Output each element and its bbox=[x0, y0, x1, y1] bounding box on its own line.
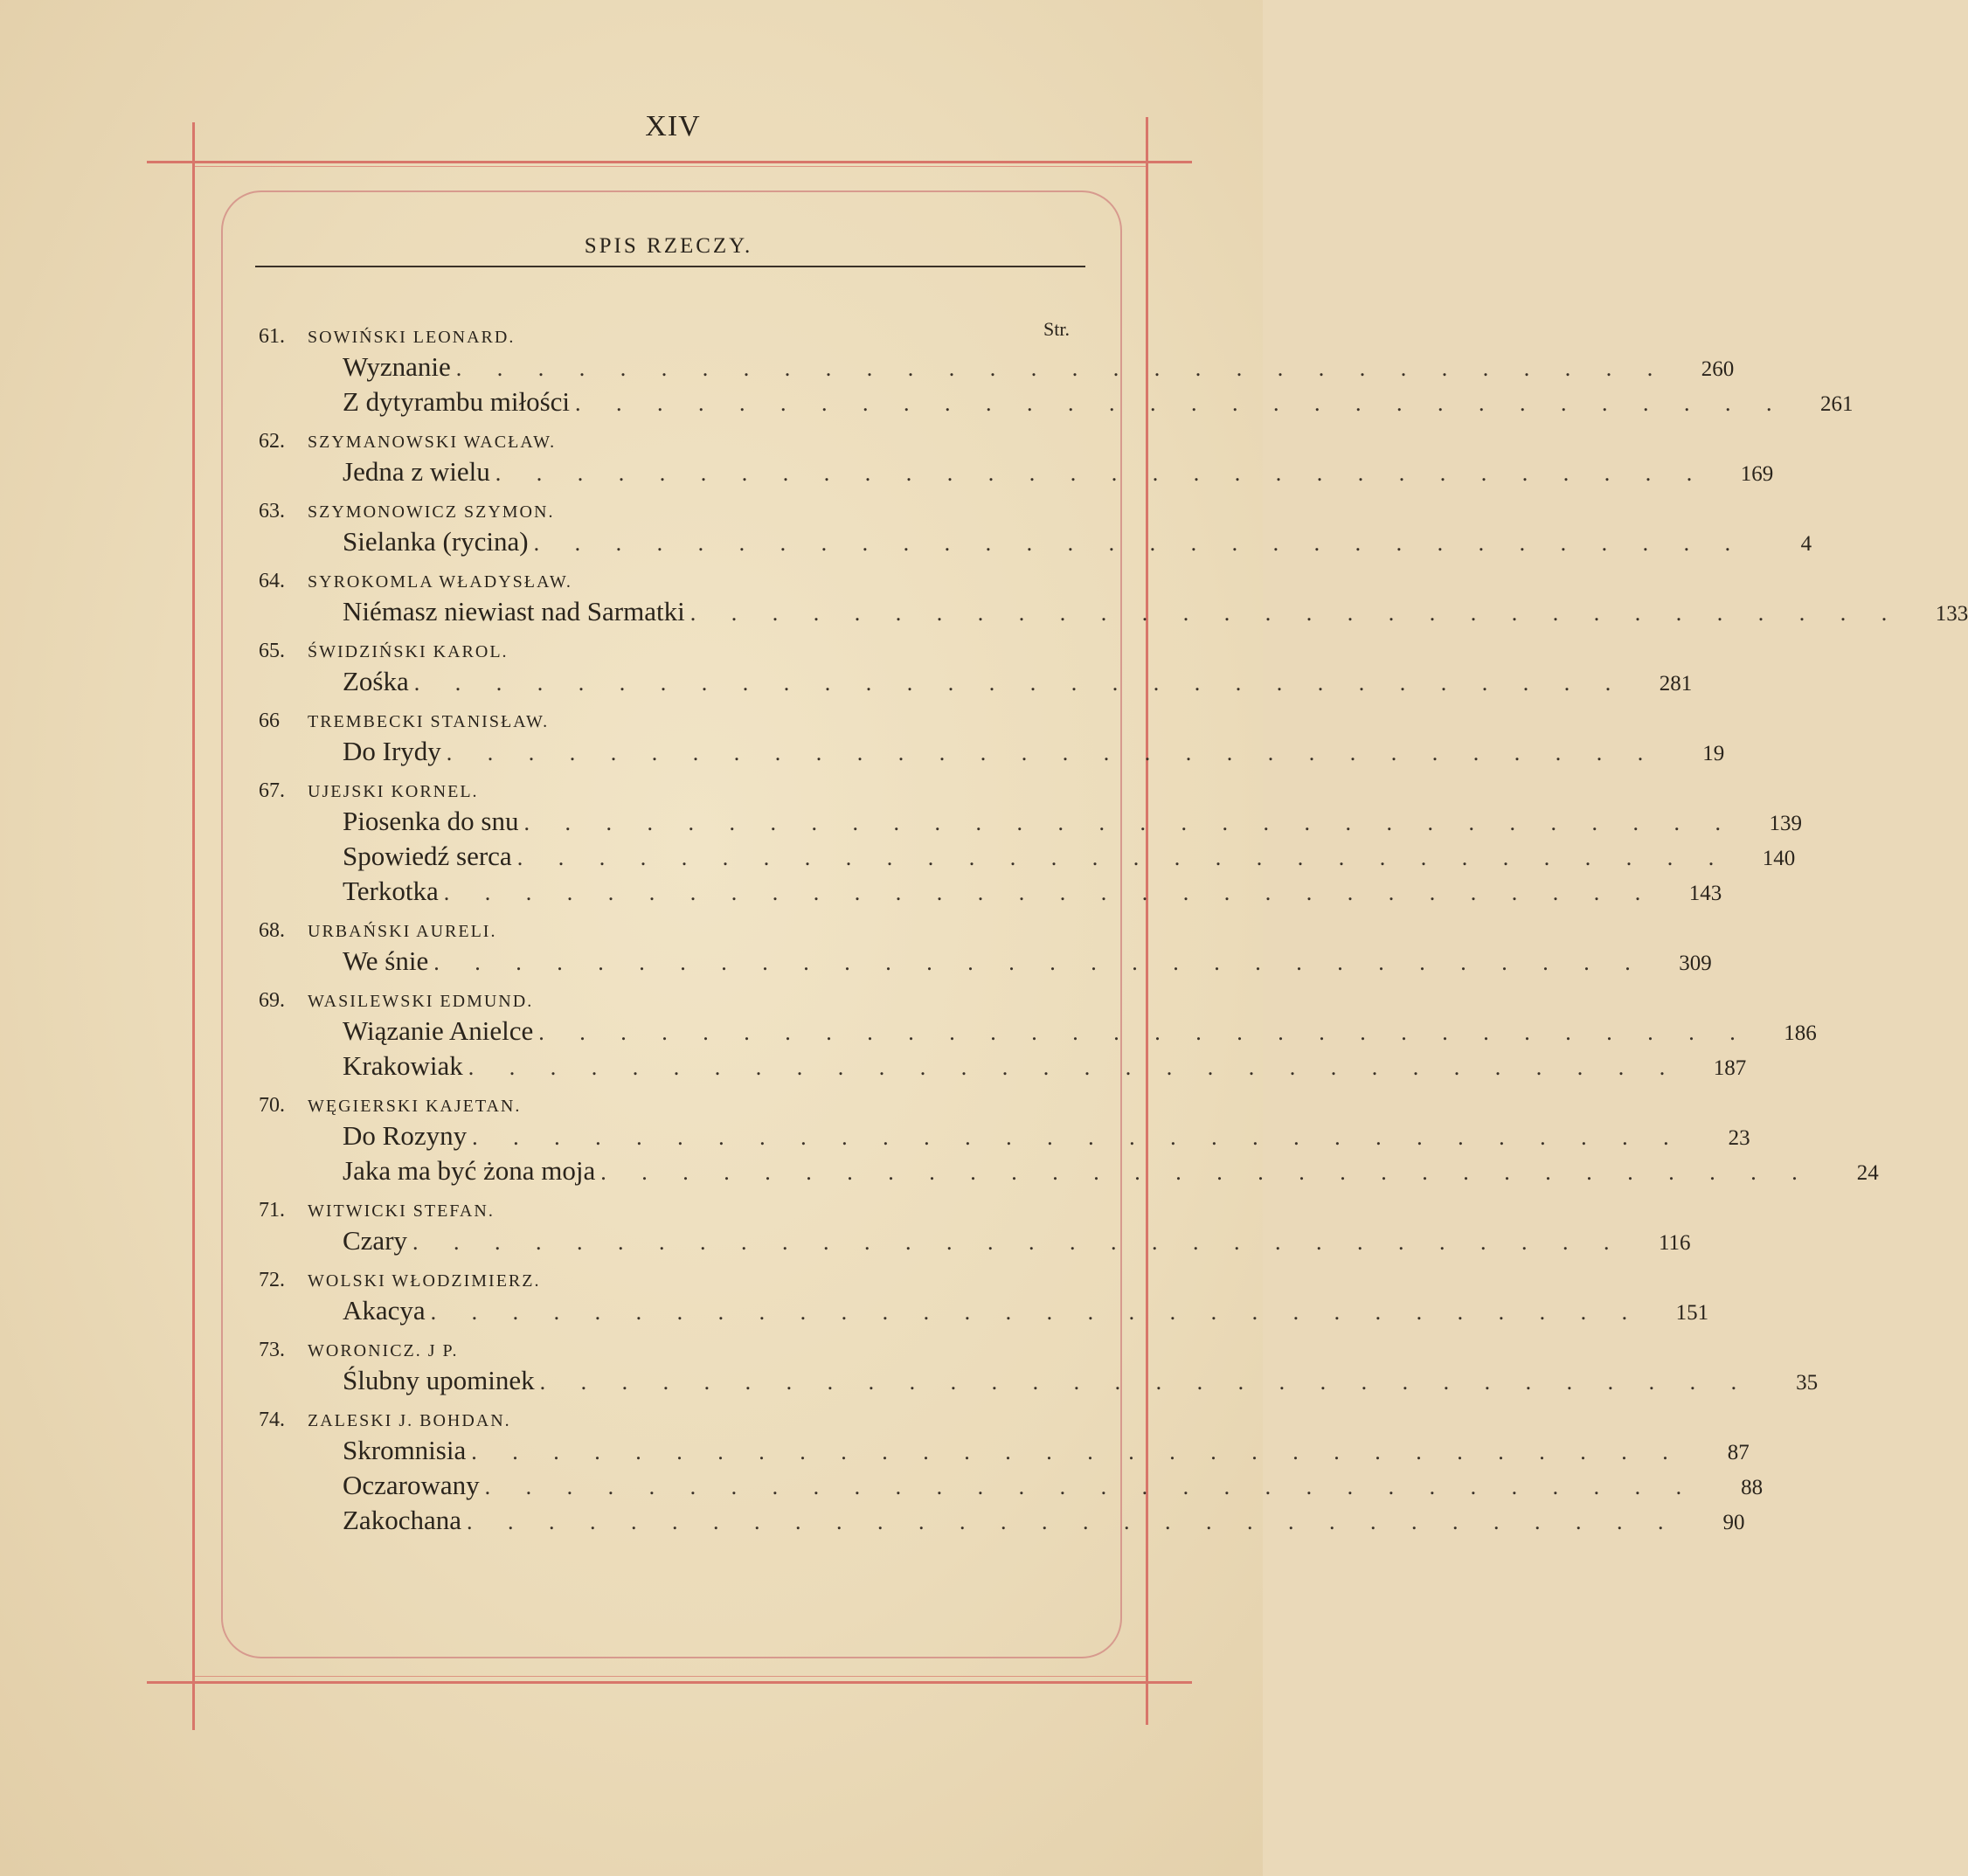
toc-author-line bbox=[259, 779, 1045, 803]
toc-work-line bbox=[343, 1015, 1817, 1049]
entry-number: 74. bbox=[259, 1409, 285, 1431]
work-title: Skromnisia bbox=[343, 1435, 467, 1465]
leader-dots: . . . . . . . . . . . . . . . . . . . . . . . . . . . . . . bbox=[466, 1509, 1679, 1534]
toc-work-line bbox=[343, 1225, 1691, 1258]
entry-number: 67. bbox=[259, 779, 285, 802]
author-name: WORONICZ. J P. bbox=[308, 1341, 459, 1360]
toc-author-line bbox=[259, 1199, 1045, 1222]
page-ref: 140 bbox=[1762, 847, 1796, 870]
toc-work-line bbox=[343, 876, 1722, 909]
author-name: URBAŃSKI AURELI. bbox=[308, 922, 497, 941]
work-title: Do Rozyny bbox=[343, 1120, 468, 1151]
work-title: Wyznanie bbox=[343, 351, 451, 382]
entry-number: 71. bbox=[259, 1199, 285, 1222]
author-name: WOLSKI WŁODZIMIERZ. bbox=[308, 1271, 541, 1291]
work-title: Jaka ma być żona moja bbox=[343, 1155, 596, 1186]
work-title: Krakowiak bbox=[343, 1050, 463, 1081]
page-ref: 19 bbox=[1702, 742, 1725, 765]
page-ref: 90 bbox=[1722, 1511, 1745, 1534]
entry-number: 61. bbox=[259, 325, 285, 348]
author-name: SZYMONOWICZ SZYMON. bbox=[308, 502, 555, 522]
toc-author-line bbox=[259, 989, 1045, 1013]
toc-author-line bbox=[259, 500, 1045, 523]
leader-dots: . . . . . . . . . . . . . . . . . . . . . . . . . . . . . . bbox=[472, 1125, 1684, 1150]
toc-work-line bbox=[343, 1365, 1819, 1398]
toc-author-line bbox=[259, 1409, 1045, 1432]
page-ref: 88 bbox=[1741, 1476, 1764, 1499]
page-ref: 187 bbox=[1713, 1056, 1747, 1080]
toc-work-line bbox=[343, 806, 1802, 839]
work-title: Jedna z wielu bbox=[343, 456, 490, 487]
toc-author-line bbox=[259, 1269, 1045, 1292]
work-title: Zakochana bbox=[343, 1505, 461, 1535]
toc-work-line bbox=[343, 1120, 1750, 1153]
entry-number: 70. bbox=[259, 1094, 285, 1117]
toc-heading: SPIS RZECZY. bbox=[584, 234, 753, 258]
page-ref: 133 bbox=[1935, 602, 1968, 626]
leader-dots: . . . . . . . . . . . . . . . . . . . . . . . . . . . . . . bbox=[539, 1369, 1752, 1395]
work-title: Sielanka (rycina) bbox=[343, 526, 529, 557]
work-title: Niémasz niewiast nad Sarmatki bbox=[343, 596, 685, 626]
toc-author-line bbox=[259, 710, 1045, 733]
toc-work-line bbox=[343, 1470, 1764, 1503]
toc-work-line bbox=[343, 1505, 1745, 1538]
work-title: Do Irydy bbox=[343, 736, 441, 766]
author-name: WASILEWSKI EDMUND. bbox=[308, 992, 534, 1011]
page-ref: 4 bbox=[1800, 532, 1812, 556]
page-ref: 35 bbox=[1796, 1371, 1819, 1395]
author-name: ZALESKI J. BOHDAN. bbox=[308, 1411, 511, 1430]
leader-dots: . . . . . . . . . . . . . . . . . . . . . . . . . . . . . . bbox=[600, 1160, 1812, 1185]
page-ref: 186 bbox=[1784, 1021, 1817, 1045]
leader-dots: . . . . . . . . . . . . . . . . . . . . . . . . . . . . . . bbox=[575, 391, 1787, 416]
leader-dots: . . . . . . . . . . . . . . . . . . . . . . . . . . . . . . bbox=[413, 670, 1626, 696]
toc-work-line bbox=[343, 456, 1774, 489]
toc-author-line bbox=[259, 570, 1045, 593]
work-title: Z dytyrambu miłości bbox=[343, 386, 571, 417]
author-name: SYROKOMLA WŁADYSŁAW. bbox=[308, 572, 572, 592]
toc-author-line bbox=[259, 640, 1045, 663]
page-ref: 261 bbox=[1820, 392, 1854, 416]
page-ref: 309 bbox=[1679, 952, 1712, 975]
leader-dots: . . . . . . . . . . . . . . . . . . . . . . . . . . . . . . bbox=[495, 460, 1708, 486]
toc-work-line bbox=[343, 1155, 1879, 1188]
page-ref: 281 bbox=[1659, 672, 1693, 696]
toc-work-line bbox=[343, 945, 1712, 979]
toc-work-line bbox=[343, 666, 1693, 699]
toc-author-line bbox=[259, 430, 1045, 453]
work-title: Zośka bbox=[343, 666, 409, 696]
toc-work-line bbox=[343, 526, 1812, 559]
page-ref: 151 bbox=[1675, 1301, 1709, 1325]
toc-work-line bbox=[343, 1295, 1709, 1328]
work-title: Terkotka bbox=[343, 876, 439, 906]
work-title: Spowiedź serca bbox=[343, 841, 512, 871]
toc-author-line bbox=[259, 325, 1045, 349]
page-ref: 116 bbox=[1658, 1231, 1691, 1255]
leader-dots: . . . . . . . . . . . . . . . . . . . . . . . . . . . . . . bbox=[538, 1020, 1750, 1045]
toc-work-line bbox=[343, 386, 1854, 419]
work-title: Oczarowany bbox=[343, 1470, 480, 1500]
leader-dots: . . . . . . . . . . . . . . . . . . . . . . . . . . . . . . bbox=[484, 1474, 1697, 1499]
toc-author-line bbox=[259, 1339, 1045, 1362]
author-name: WITWICKI STEFAN. bbox=[308, 1201, 495, 1221]
leader-dots: . . . . . . . . . . . . . . . . . . . . . . . . . . . . . . bbox=[468, 1055, 1680, 1080]
entry-number: 64. bbox=[259, 570, 285, 592]
author-name: ŚWIDZIŃSKI KAROL. bbox=[308, 642, 509, 661]
toc-work-line bbox=[343, 1050, 1747, 1083]
work-title: Wiązanie Anielce bbox=[343, 1015, 534, 1046]
work-title: Akacya bbox=[343, 1295, 426, 1326]
author-name: TREMBECKI STANISŁAW. bbox=[308, 712, 550, 731]
author-name: WĘGIERSKI KAJETAN. bbox=[308, 1097, 522, 1116]
work-title: Piosenka do snu bbox=[343, 806, 519, 836]
leader-dots: . . . . . . . . . . . . . . . . . . . . . . . . . . . . . . bbox=[516, 845, 1729, 870]
page-ref: 143 bbox=[1688, 882, 1722, 905]
page-ref: 23 bbox=[1728, 1126, 1750, 1150]
author-name: SZYMANOWSKI WACŁAW. bbox=[308, 433, 557, 452]
entry-number: 73. bbox=[259, 1339, 285, 1361]
entry-number: 72. bbox=[259, 1269, 285, 1291]
entry-number: 63. bbox=[259, 500, 285, 523]
leader-dots: . . . . . . . . . . . . . . . . . . . . . . . . . . . . . . bbox=[412, 1229, 1625, 1255]
leader-dots: . . . . . . . . . . . . . . . . . . . . . . . . . . . . . . bbox=[689, 600, 1902, 626]
leader-dots: . . . . . . . . . . . . . . . . . . . . . . . . . . . . . . bbox=[433, 950, 1646, 975]
leader-dots: . . . . . . . . . . . . . . . . . . . . . . . . . . . . . . bbox=[446, 740, 1659, 765]
author-name: SOWIŃSKI LEONARD. bbox=[308, 328, 516, 347]
toc-work-line bbox=[343, 1435, 1750, 1468]
leader-dots: . . . . . . . . . . . . . . . . . . . . . . . . . . . . . . bbox=[430, 1299, 1643, 1325]
entry-number: 62. bbox=[259, 430, 285, 453]
page-ref: 169 bbox=[1740, 462, 1774, 486]
page-number: XIV bbox=[645, 110, 701, 142]
entry-number: 68. bbox=[259, 919, 285, 942]
work-title: We śnie bbox=[343, 945, 429, 976]
toc-author-line bbox=[259, 919, 1045, 943]
leader-dots: . . . . . . . . . . . . . . . . . . . . . . . . . . . . . . bbox=[443, 880, 1656, 905]
page-ref: 87 bbox=[1727, 1441, 1750, 1464]
page-ref: 139 bbox=[1769, 812, 1802, 835]
entry-number: 66 bbox=[259, 710, 280, 732]
page-ref: 260 bbox=[1701, 357, 1735, 381]
page-ref: 24 bbox=[1856, 1161, 1879, 1185]
work-title: Ślubny upominek bbox=[343, 1365, 535, 1395]
toc-work-line bbox=[343, 736, 1725, 769]
leader-dots: . . . . . . . . . . . . . . . . . . . . . . . . . . . . . . bbox=[471, 1439, 1683, 1464]
leader-dots: . . . . . . . . . . . . . . . . . . . . . . . . . . . . . . bbox=[533, 530, 1746, 556]
page-column-label: Str. bbox=[1043, 318, 1070, 340]
toc-work-line bbox=[343, 841, 1796, 874]
entry-number: 65. bbox=[259, 640, 285, 662]
author-name: UJEJSKI KORNEL. bbox=[308, 782, 479, 801]
leader-dots: . . . . . . . . . . . . . . . . . . . . . . . . . . . . . . bbox=[455, 356, 1668, 381]
toc-author-line bbox=[259, 1094, 1045, 1118]
toc-work-line bbox=[343, 351, 1735, 384]
leader-dots: . . . . . . . . . . . . . . . . . . . . . . . . . . . . . . bbox=[523, 810, 1736, 835]
toc-work-line bbox=[343, 596, 1968, 629]
work-title: Czary bbox=[343, 1225, 408, 1256]
entry-number: 69. bbox=[259, 989, 285, 1012]
